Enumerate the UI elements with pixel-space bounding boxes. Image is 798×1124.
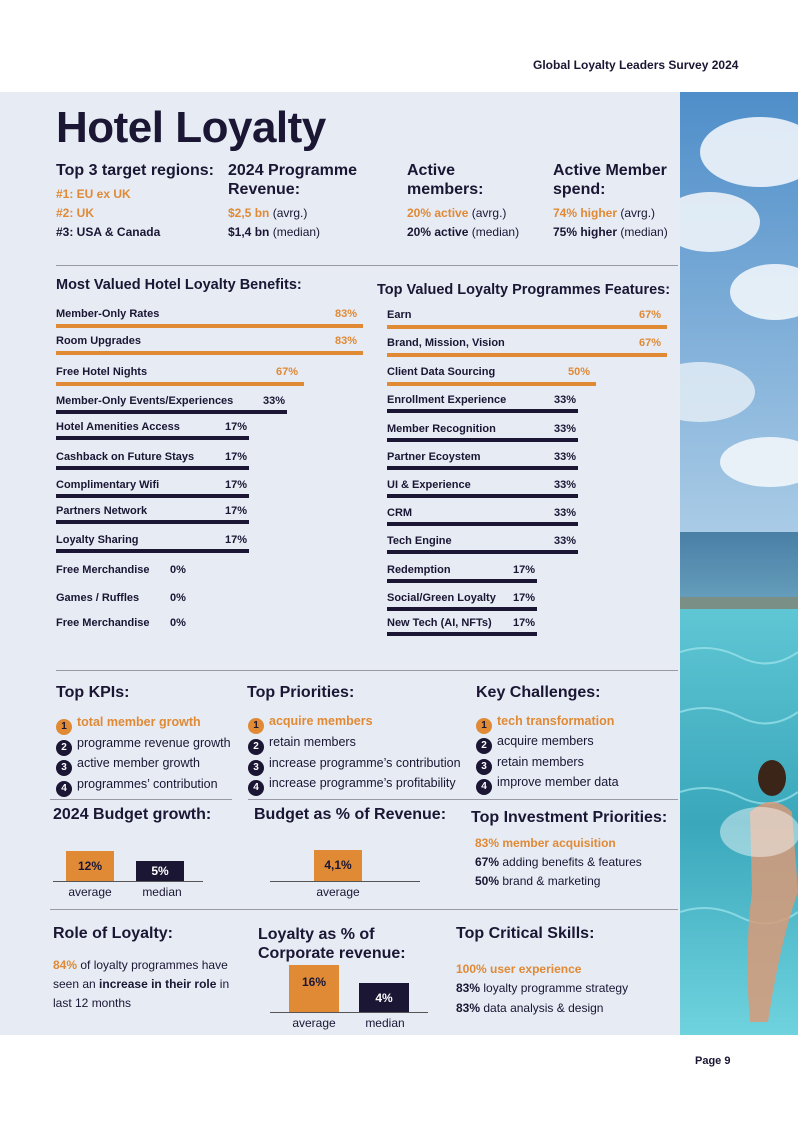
benefits-bar xyxy=(56,410,287,414)
benefits-value: 33% xyxy=(263,395,286,407)
budget-growth-title: 2024 Budget growth: xyxy=(53,806,212,823)
features-row xyxy=(387,332,667,362)
role-title: Role of Loyalty: xyxy=(53,925,174,942)
number-1-icon: 1 xyxy=(248,718,264,734)
challenges-text: acquire members xyxy=(497,734,594,748)
features-value: 17% xyxy=(513,564,536,576)
features-row xyxy=(387,612,667,642)
priorities-item xyxy=(248,754,461,772)
kpis-item xyxy=(56,734,231,752)
priorities-item xyxy=(248,712,373,730)
features-bar xyxy=(387,409,578,413)
kpis-text: programmes’ contribution xyxy=(77,777,218,791)
skills-item xyxy=(456,981,628,995)
benefits-row xyxy=(56,500,363,530)
spend-avg-value: 74% higher xyxy=(553,206,618,220)
divider xyxy=(56,265,678,266)
kpis-title: Top KPIs: xyxy=(56,684,130,701)
benefits-bar xyxy=(56,549,249,553)
role-text-1: of loyalty programmes have seen an xyxy=(53,958,228,991)
skills-item xyxy=(456,1001,603,1015)
benefits-label: Hotel Amenities Access xyxy=(56,421,180,433)
programme-revenue-title: 2024 Programme Revenue: xyxy=(228,162,357,198)
benefits-bar xyxy=(56,494,249,498)
features-label: Tech Engine xyxy=(387,535,452,547)
active-median-label: (median) xyxy=(471,225,520,239)
features-label: UI & Experience xyxy=(387,479,471,491)
features-row xyxy=(387,446,667,476)
skills-pct: 83% xyxy=(456,981,481,995)
budget-revenue-average-label: average xyxy=(316,885,360,899)
divider xyxy=(50,909,678,910)
features-value: 17% xyxy=(513,617,536,629)
challenges-text: retain members xyxy=(497,755,584,769)
benefits-row xyxy=(56,612,363,642)
skills-text: data analysis & design xyxy=(483,1001,604,1015)
benefits-label: Loyalty Sharing xyxy=(56,534,139,546)
investment-pct: 83% xyxy=(475,836,500,850)
features-value: 33% xyxy=(554,535,577,547)
budget-growth-median-bar: 5% xyxy=(136,861,184,881)
number-1-icon: 1 xyxy=(476,718,492,734)
benefits-label: Cashback on Future Stays xyxy=(56,451,195,463)
benefits-row xyxy=(56,559,363,589)
benefits-row xyxy=(56,330,363,360)
kpis-item xyxy=(56,775,218,793)
number-2-icon: 2 xyxy=(476,738,492,754)
benefits-value: 67% xyxy=(275,366,298,378)
features-row xyxy=(387,418,667,448)
priorities-title: Top Priorities: xyxy=(247,684,355,701)
benefits-value: 83% xyxy=(334,308,357,320)
revenue-avg-value: $2,5 bn xyxy=(228,206,270,220)
region-2: #2: UK xyxy=(56,206,95,220)
active-median-value: 20% active xyxy=(407,225,469,239)
member-spend-block xyxy=(553,161,678,242)
budget-growth-average-label: average xyxy=(68,885,112,899)
features-value: 67% xyxy=(638,309,661,321)
active-avg-label: (avrg.) xyxy=(471,206,507,220)
benefits-row xyxy=(56,303,363,333)
features-bar xyxy=(387,466,578,470)
features-bar xyxy=(387,325,667,329)
benefits-row xyxy=(56,416,363,446)
features-value: 17% xyxy=(513,592,536,604)
features-bar xyxy=(387,607,537,611)
benefits-value: 83% xyxy=(334,335,357,347)
investment-pct: 50% xyxy=(475,874,500,888)
number-3-icon: 3 xyxy=(56,760,72,776)
features-row xyxy=(387,474,667,504)
features-label: CRM xyxy=(387,507,413,519)
features-row xyxy=(387,502,667,532)
priorities-item xyxy=(248,733,356,751)
features-label: Partner Ecoystem xyxy=(387,451,481,463)
benefits-row xyxy=(56,529,363,559)
number-4-icon: 4 xyxy=(56,781,72,797)
features-label: Brand, Mission, Vision xyxy=(387,337,505,349)
budget-growth-median-label: median xyxy=(142,885,182,899)
benefits-value: 0% xyxy=(170,564,186,576)
features-bar xyxy=(387,632,537,636)
features-value: 33% xyxy=(554,507,577,519)
page-title: Hotel Loyalty xyxy=(56,103,326,152)
region-3: #3: USA & Canada xyxy=(56,225,161,239)
challenges-title: Key Challenges: xyxy=(476,684,601,701)
challenges-item xyxy=(476,753,584,771)
benefits-row xyxy=(56,361,363,391)
benefits-value: 17% xyxy=(225,451,248,463)
challenges-text: improve member data xyxy=(497,775,619,789)
features-value: 33% xyxy=(554,423,577,435)
challenges-text: tech transformation xyxy=(497,714,615,728)
priorities-item xyxy=(248,774,456,792)
challenges-item xyxy=(476,712,614,730)
features-label: New Tech (AI, NFTs) xyxy=(387,617,492,629)
page-number: Page 9 xyxy=(695,1055,731,1067)
divider xyxy=(50,799,232,800)
features-row xyxy=(387,389,667,419)
features-bar xyxy=(387,353,667,357)
features-label: Redemption xyxy=(387,564,451,576)
features-value: 33% xyxy=(554,394,577,406)
features-label: Enrollment Experience xyxy=(387,394,507,406)
benefits-label: Partners Network xyxy=(56,505,148,517)
report-header-title: Global Loyalty Leaders Survey 2024 xyxy=(533,58,739,72)
role-pct: 84% xyxy=(53,958,78,972)
benefits-value: 17% xyxy=(225,505,248,517)
investment-text: member acquisition xyxy=(502,836,616,850)
target-regions-block xyxy=(56,161,216,242)
priorities-text: retain members xyxy=(269,735,356,749)
features-value: 33% xyxy=(554,451,577,463)
features-bar xyxy=(387,438,578,442)
benefits-bar xyxy=(56,520,249,524)
divider xyxy=(248,799,678,800)
benefits-value: 17% xyxy=(225,534,248,546)
number-2-icon: 2 xyxy=(248,739,264,755)
benefits-bar xyxy=(56,466,249,470)
active-members-block xyxy=(407,161,547,242)
benefits-title: Most Valued Hotel Loyalty Benefits: xyxy=(56,277,302,293)
corp-revenue-baseline xyxy=(270,1012,428,1013)
budget-revenue-title: Budget as % of Revenue: xyxy=(254,806,447,823)
benefits-bar xyxy=(56,351,363,355)
features-label: Social/Green Loyalty xyxy=(387,592,496,604)
investment-title: Top Investment Priorities: xyxy=(471,809,668,826)
kpis-text: total member growth xyxy=(77,715,201,729)
revenue-median-label: (median) xyxy=(272,225,321,239)
priorities-text: increase programme’s contribution xyxy=(269,756,461,770)
challenges-item xyxy=(476,732,594,750)
corp-revenue-average-label: average xyxy=(292,1016,336,1030)
role-text-2: in last 12 months xyxy=(53,977,230,1010)
skills-item xyxy=(456,962,581,976)
features-row xyxy=(387,304,667,334)
region-1: #1: EU ex UK xyxy=(56,187,131,201)
number-3-icon: 3 xyxy=(476,759,492,775)
investment-item xyxy=(475,874,600,888)
spend-median-value: 75% higher xyxy=(553,225,618,239)
benefits-label: Member-Only Events/Experiences xyxy=(56,395,234,407)
features-row xyxy=(387,530,667,560)
number-3-icon: 3 xyxy=(248,760,264,776)
kpis-item xyxy=(56,754,200,772)
benefits-value: 0% xyxy=(170,617,186,629)
active-avg-value: 20% active xyxy=(407,206,469,220)
number-2-icon: 2 xyxy=(56,740,72,756)
features-value: 33% xyxy=(554,479,577,491)
revenue-median-value: $1,4 bn xyxy=(228,225,270,239)
budget-revenue-average-bar: 4,1% xyxy=(314,850,362,881)
spend-avg-label: (avrg.) xyxy=(620,206,656,220)
features-value: 50% xyxy=(567,366,590,378)
programme-revenue-block xyxy=(228,161,398,242)
corp-revenue-title: Loyalty as % of Corporate revenue: xyxy=(258,926,406,962)
features-bar xyxy=(387,494,578,498)
skills-title: Top Critical Skills: xyxy=(456,925,595,942)
number-4-icon: 4 xyxy=(476,779,492,795)
benefits-value: 0% xyxy=(170,592,186,604)
benefits-value: 17% xyxy=(225,421,248,433)
kpis-item xyxy=(56,713,201,731)
role-text xyxy=(53,956,248,1013)
challenges-item xyxy=(476,773,619,791)
investment-text: brand & marketing xyxy=(502,874,601,888)
priorities-text: acquire members xyxy=(269,714,373,728)
investment-text: adding benefits & features xyxy=(502,855,642,869)
features-bar xyxy=(387,550,578,554)
benefits-label: Complimentary Wifi xyxy=(56,479,160,491)
features-label: Client Data Sourcing xyxy=(387,366,496,378)
investment-item xyxy=(475,855,642,869)
budget-growth-baseline xyxy=(53,881,203,882)
member-spend-title: Active Member spend: xyxy=(553,162,667,198)
benefits-label: Free Merchandise xyxy=(56,564,150,576)
benefits-row xyxy=(56,446,363,476)
number-4-icon: 4 xyxy=(248,780,264,796)
investment-pct: 67% xyxy=(475,855,500,869)
skills-text: loyalty programme strategy xyxy=(483,981,629,995)
spend-median-label: (median) xyxy=(620,225,668,239)
benefits-label: Games / Ruffles xyxy=(56,592,140,604)
skills-pct: 83% xyxy=(456,1001,481,1015)
skills-pct: 100% xyxy=(456,962,487,976)
target-regions-title: Top 3 target regions: xyxy=(56,162,214,179)
budget-revenue-baseline xyxy=(270,881,420,882)
kpis-text: active member growth xyxy=(77,756,200,770)
benefits-label: Free Merchandise xyxy=(56,617,150,629)
active-members-title: Active members: xyxy=(407,162,484,198)
pool-photo xyxy=(680,92,798,1035)
features-label: Earn xyxy=(387,309,412,321)
features-bar xyxy=(387,522,578,526)
kpis-text: programme revenue growth xyxy=(77,736,231,750)
corp-revenue-median-bar: 4% xyxy=(359,983,409,1012)
features-bar xyxy=(387,382,596,386)
benefits-bar xyxy=(56,436,249,440)
benefits-label: Free Hotel Nights xyxy=(56,366,148,378)
features-bar xyxy=(387,579,537,583)
investment-item xyxy=(475,836,616,850)
divider xyxy=(56,670,678,671)
features-value: 67% xyxy=(638,337,661,349)
role-bold: increase in their role xyxy=(99,977,217,991)
benefits-label: Member-Only Rates xyxy=(56,308,160,320)
corp-revenue-average-bar: 16% xyxy=(289,965,339,1012)
benefits-label: Room Upgrades xyxy=(56,335,141,347)
budget-growth-average-bar: 12% xyxy=(66,851,114,881)
features-title: Top Valued Loyalty Programmes Features: xyxy=(377,282,671,298)
features-row xyxy=(387,361,667,391)
benefits-bar xyxy=(56,382,304,386)
number-1-icon: 1 xyxy=(56,719,72,735)
features-row xyxy=(387,559,667,589)
priorities-text: increase programme’s profitability xyxy=(269,776,456,790)
corp-revenue-median-label: median xyxy=(365,1016,405,1030)
benefits-bar xyxy=(56,324,363,328)
skills-text: user experience xyxy=(490,962,582,976)
revenue-avg-label: (avrg.) xyxy=(272,206,308,220)
features-label: Member Recognition xyxy=(387,423,496,435)
benefits-value: 17% xyxy=(225,479,248,491)
